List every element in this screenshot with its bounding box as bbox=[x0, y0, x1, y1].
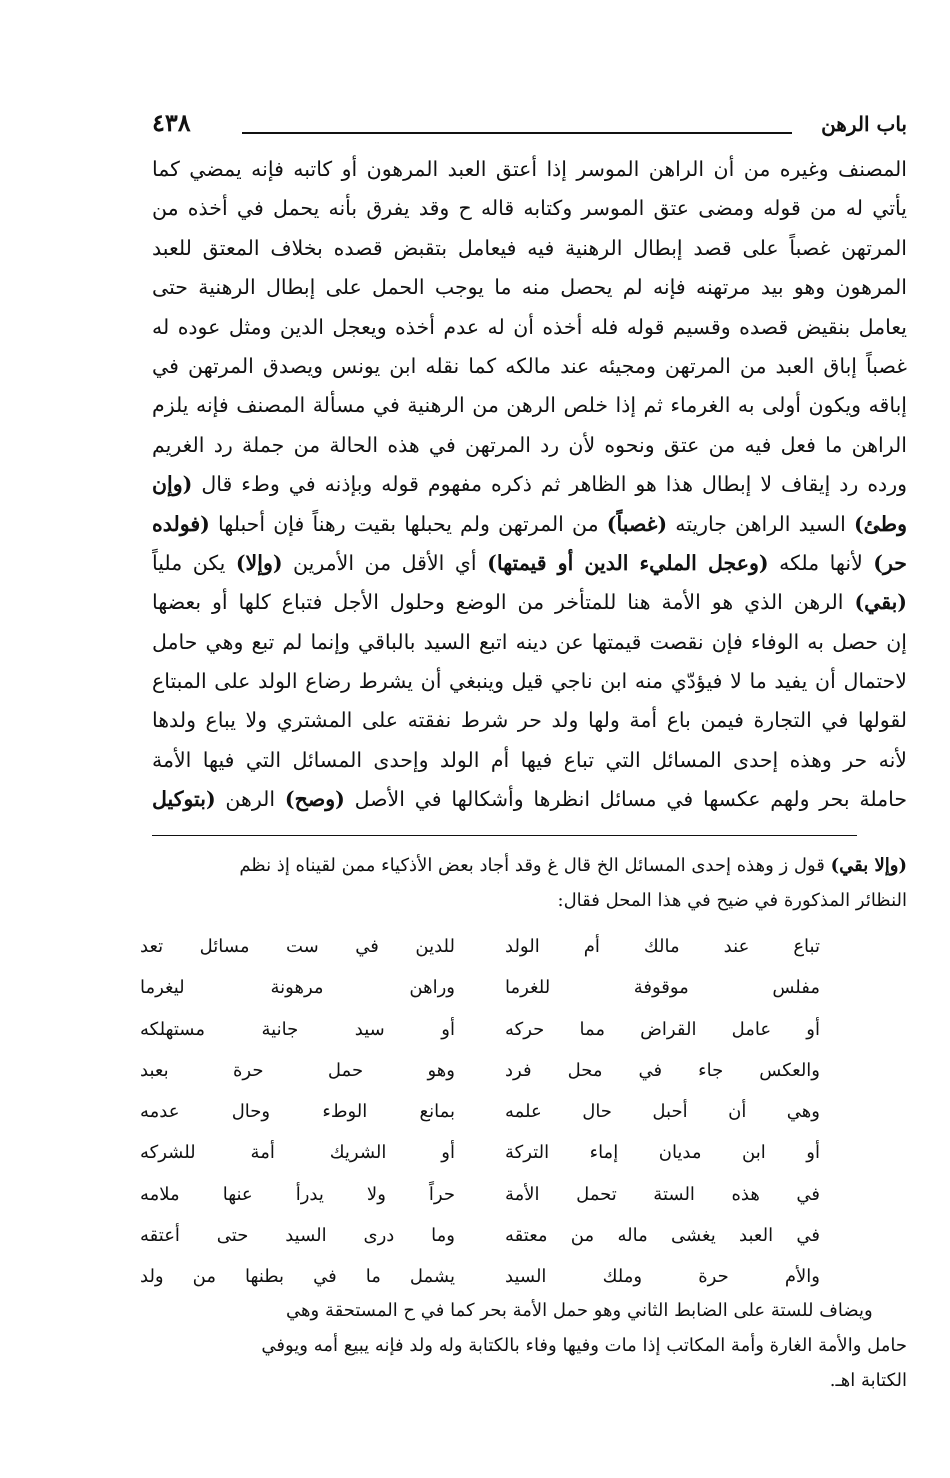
text-line bbox=[152, 229, 907, 268]
poem-verse bbox=[140, 1009, 820, 1050]
bold-term: وطئ) bbox=[853, 511, 907, 536]
footnote-intro bbox=[152, 848, 907, 918]
text-segment: النظائر المذكورة في ضيح في هذا المحل فقال: bbox=[557, 890, 907, 911]
text-line bbox=[152, 189, 907, 228]
running-header bbox=[152, 108, 907, 142]
poem bbox=[140, 926, 820, 1298]
poem-verse bbox=[140, 1256, 820, 1297]
text-segment: يأتي له من قوله ومضى عتق الموسر وكتابه قاله ح وقد يفرق بأنه يحمل في أخذه من bbox=[152, 196, 907, 221]
main-text bbox=[152, 150, 907, 820]
text-line bbox=[152, 426, 907, 465]
text-line bbox=[152, 883, 907, 918]
second-hemistich: حراً ولا يدرأ عنها ملامه bbox=[140, 1183, 455, 1205]
text-segment: إن حصل به الوفاء فإن نقصت قيمتها عن دينه اتبع السيد بالباقي وإنما لم تبع وهي حامل bbox=[152, 629, 907, 654]
text-segment: غصباً إباق العبد من المرتهن ومجيئه عند مالكه كما نقله ابن يونس ويصدق المرتهن في bbox=[152, 353, 907, 378]
text-line bbox=[152, 150, 907, 189]
text-segment: ورده رد إيقاف لا إبطال هذا هو الظاهر ثم ذكره مفهوم قوله وبإذنه في وطء قال bbox=[192, 472, 907, 497]
text-line bbox=[152, 308, 907, 347]
bold-term: حر) bbox=[873, 550, 907, 575]
text-line bbox=[152, 347, 907, 386]
text-segment: لأنها ملكه bbox=[768, 550, 874, 575]
text-line bbox=[152, 386, 907, 425]
text-line bbox=[152, 780, 907, 819]
text-segment: الرهن bbox=[215, 787, 285, 812]
text-segment: لأنه حر وهذه إحدى المسائل التي تباع فيها أم الولد وإحدى المسائل التي فيها الأمة bbox=[152, 747, 907, 772]
bold-term: (فولده bbox=[152, 511, 210, 536]
first-hemistich: أو عامل القراض مما حركه bbox=[505, 1018, 820, 1040]
poem-verse bbox=[140, 967, 820, 1008]
bold-term: (وإلا) bbox=[235, 550, 283, 575]
text-line: حامل والأمة الغارة وأمة المكاتب إذا مات وفيها وفاء بالكتابة وله ولد فإنه يبيع أمه ويوفي bbox=[261, 1335, 907, 1356]
second-hemistich: يشمل ما في بطنها من ولد bbox=[140, 1266, 455, 1288]
text-line: الكتابة اهـ. bbox=[829, 1370, 907, 1391]
bold-term: (بقي) bbox=[854, 590, 907, 615]
text-line bbox=[152, 268, 907, 307]
bold-term: (وإن bbox=[152, 472, 193, 497]
second-hemistich: وما درى السيد حتى أعتقه bbox=[140, 1225, 455, 1247]
second-hemistich: للدين في ست مسائل تعد bbox=[140, 936, 455, 957]
poem-verse bbox=[140, 926, 820, 967]
text-segment: المرهون وهو بيد مرتهنه فإنه لم يحصل منه ما يوجب الحمل على إبطال الرهنية حتى bbox=[152, 275, 907, 300]
text-line: ويضاف للستة على الضابط الثاني وهو حمل الأمة بحر كما في ح المستحقة وهي bbox=[286, 1300, 907, 1321]
text-segment: لاحتمال أن يفيد ما لا فيؤدّي منه ابن ناجي قيل وينبغي أن يشرط رضاع الولد على المبتاع bbox=[152, 669, 907, 694]
bold-term: (وإلا بقي) bbox=[830, 855, 907, 876]
first-hemistich: أو ابن مديان إماء التركة bbox=[505, 1142, 820, 1164]
poem-verse bbox=[140, 1132, 820, 1173]
text-segment: الراهن ما فعل فيه من عتق ونحوه لأن رد المرتهن في هذه الحالة من جملة رد الغريم bbox=[152, 432, 907, 457]
chapter-title: باب الرهن bbox=[821, 112, 907, 136]
first-hemistich: وهي أن أحبل حال علمه bbox=[505, 1101, 820, 1123]
text-line bbox=[152, 505, 907, 544]
footnote-tail bbox=[152, 1293, 907, 1398]
text-segment: قول ز وهذه إحدى المسائل الخ قال غ وقد أجاد بعض الأذكياء ممن لقيناه إذ نظم bbox=[239, 855, 831, 876]
header-rule bbox=[242, 132, 792, 134]
second-hemistich: وراهن مرهونة ليغرما bbox=[140, 977, 455, 999]
first-hemistich: والأم حرة وملك السيد bbox=[505, 1266, 820, 1288]
text-line bbox=[152, 465, 907, 504]
second-hemistich: وهو حمل حرة بعبد bbox=[140, 1059, 455, 1081]
text-line bbox=[152, 701, 907, 740]
text-line bbox=[152, 544, 907, 583]
first-hemistich: في هذه الستة تحمل الأمة bbox=[505, 1183, 820, 1205]
text-segment: يعامل بنقيض قصده وقسيم قوله فله أخذه أن له عدم أخذه ويعجل الدين ومثل عوده له bbox=[152, 314, 907, 339]
first-hemistich: في العبد يغشى ماله من معتقه bbox=[505, 1225, 820, 1247]
first-hemistich: مفلس موقوفة للغرما bbox=[505, 977, 820, 999]
text-segment: من المرتهن ولم يحبلها بقيت رهناً فإن أحبلها bbox=[209, 511, 607, 536]
text-line bbox=[152, 741, 907, 780]
page-number: ٤٣٨ bbox=[152, 108, 191, 137]
bold-term: (غصباً) bbox=[606, 511, 668, 536]
first-hemistich: تباع عند مالك أم الولد bbox=[505, 936, 820, 957]
bold-term: (وصح) bbox=[284, 787, 345, 812]
bold-term: (وعجل المليء الدين أو قيمتها) bbox=[487, 550, 769, 575]
first-hemistich: والعكس جاء في محل فرد bbox=[505, 1059, 820, 1081]
text-line bbox=[152, 662, 907, 701]
bold-term: (بتوكيل bbox=[152, 787, 216, 812]
text-line bbox=[152, 848, 907, 883]
text-segment: حاملة بحر ولهم عكسها في مسائل انظرها وأشكالها في الأصل bbox=[344, 787, 907, 812]
second-hemistich: أو الشريك أمة للشركه bbox=[140, 1142, 455, 1164]
poem-verse bbox=[140, 1174, 820, 1215]
poem-verse bbox=[140, 1091, 820, 1132]
second-hemistich: أو سيد جانية مستهلكه bbox=[140, 1018, 455, 1040]
footnote-separator bbox=[152, 835, 857, 836]
text-segment: يكن ملياً bbox=[152, 550, 236, 575]
poem-verse bbox=[140, 1050, 820, 1091]
text-line bbox=[152, 583, 907, 622]
text-segment: إباقه ويكون أولى به الغرماء ثم إذا خلص الرهن من الرهنية في مسألة المصنف فإنه يلزم bbox=[152, 393, 907, 418]
poem-verse bbox=[140, 1215, 820, 1256]
text-segment: لقولها في التجارة فيمن باع أمة ولها ولد حر شرط نفقته على المشتري ولا يباع ولدها bbox=[152, 708, 907, 733]
text-segment: السيد الراهن جاريته bbox=[667, 511, 854, 536]
text-segment: أي الأقل من الأمرين bbox=[282, 550, 488, 575]
second-hemistich: بمانع الوطء وحال عدمه bbox=[140, 1101, 455, 1123]
text-segment: المرتهن غصباً على قصد إبطال الرهنية فيه فيعامل بتقبض قصده بخلاف المعتق للعبد bbox=[152, 235, 907, 260]
text-segment: المصنف وغيره من أن الراهن الموسر إذا أعتق العبد المرهون أو كاتبه فإنه يمضي كما bbox=[152, 157, 907, 181]
text-segment: الرهن الذي هو الأمة هنا للمتأخر من الوضع وحلول الأجل فتباع كلها أو بعضها bbox=[152, 590, 855, 615]
text-line bbox=[152, 623, 907, 662]
